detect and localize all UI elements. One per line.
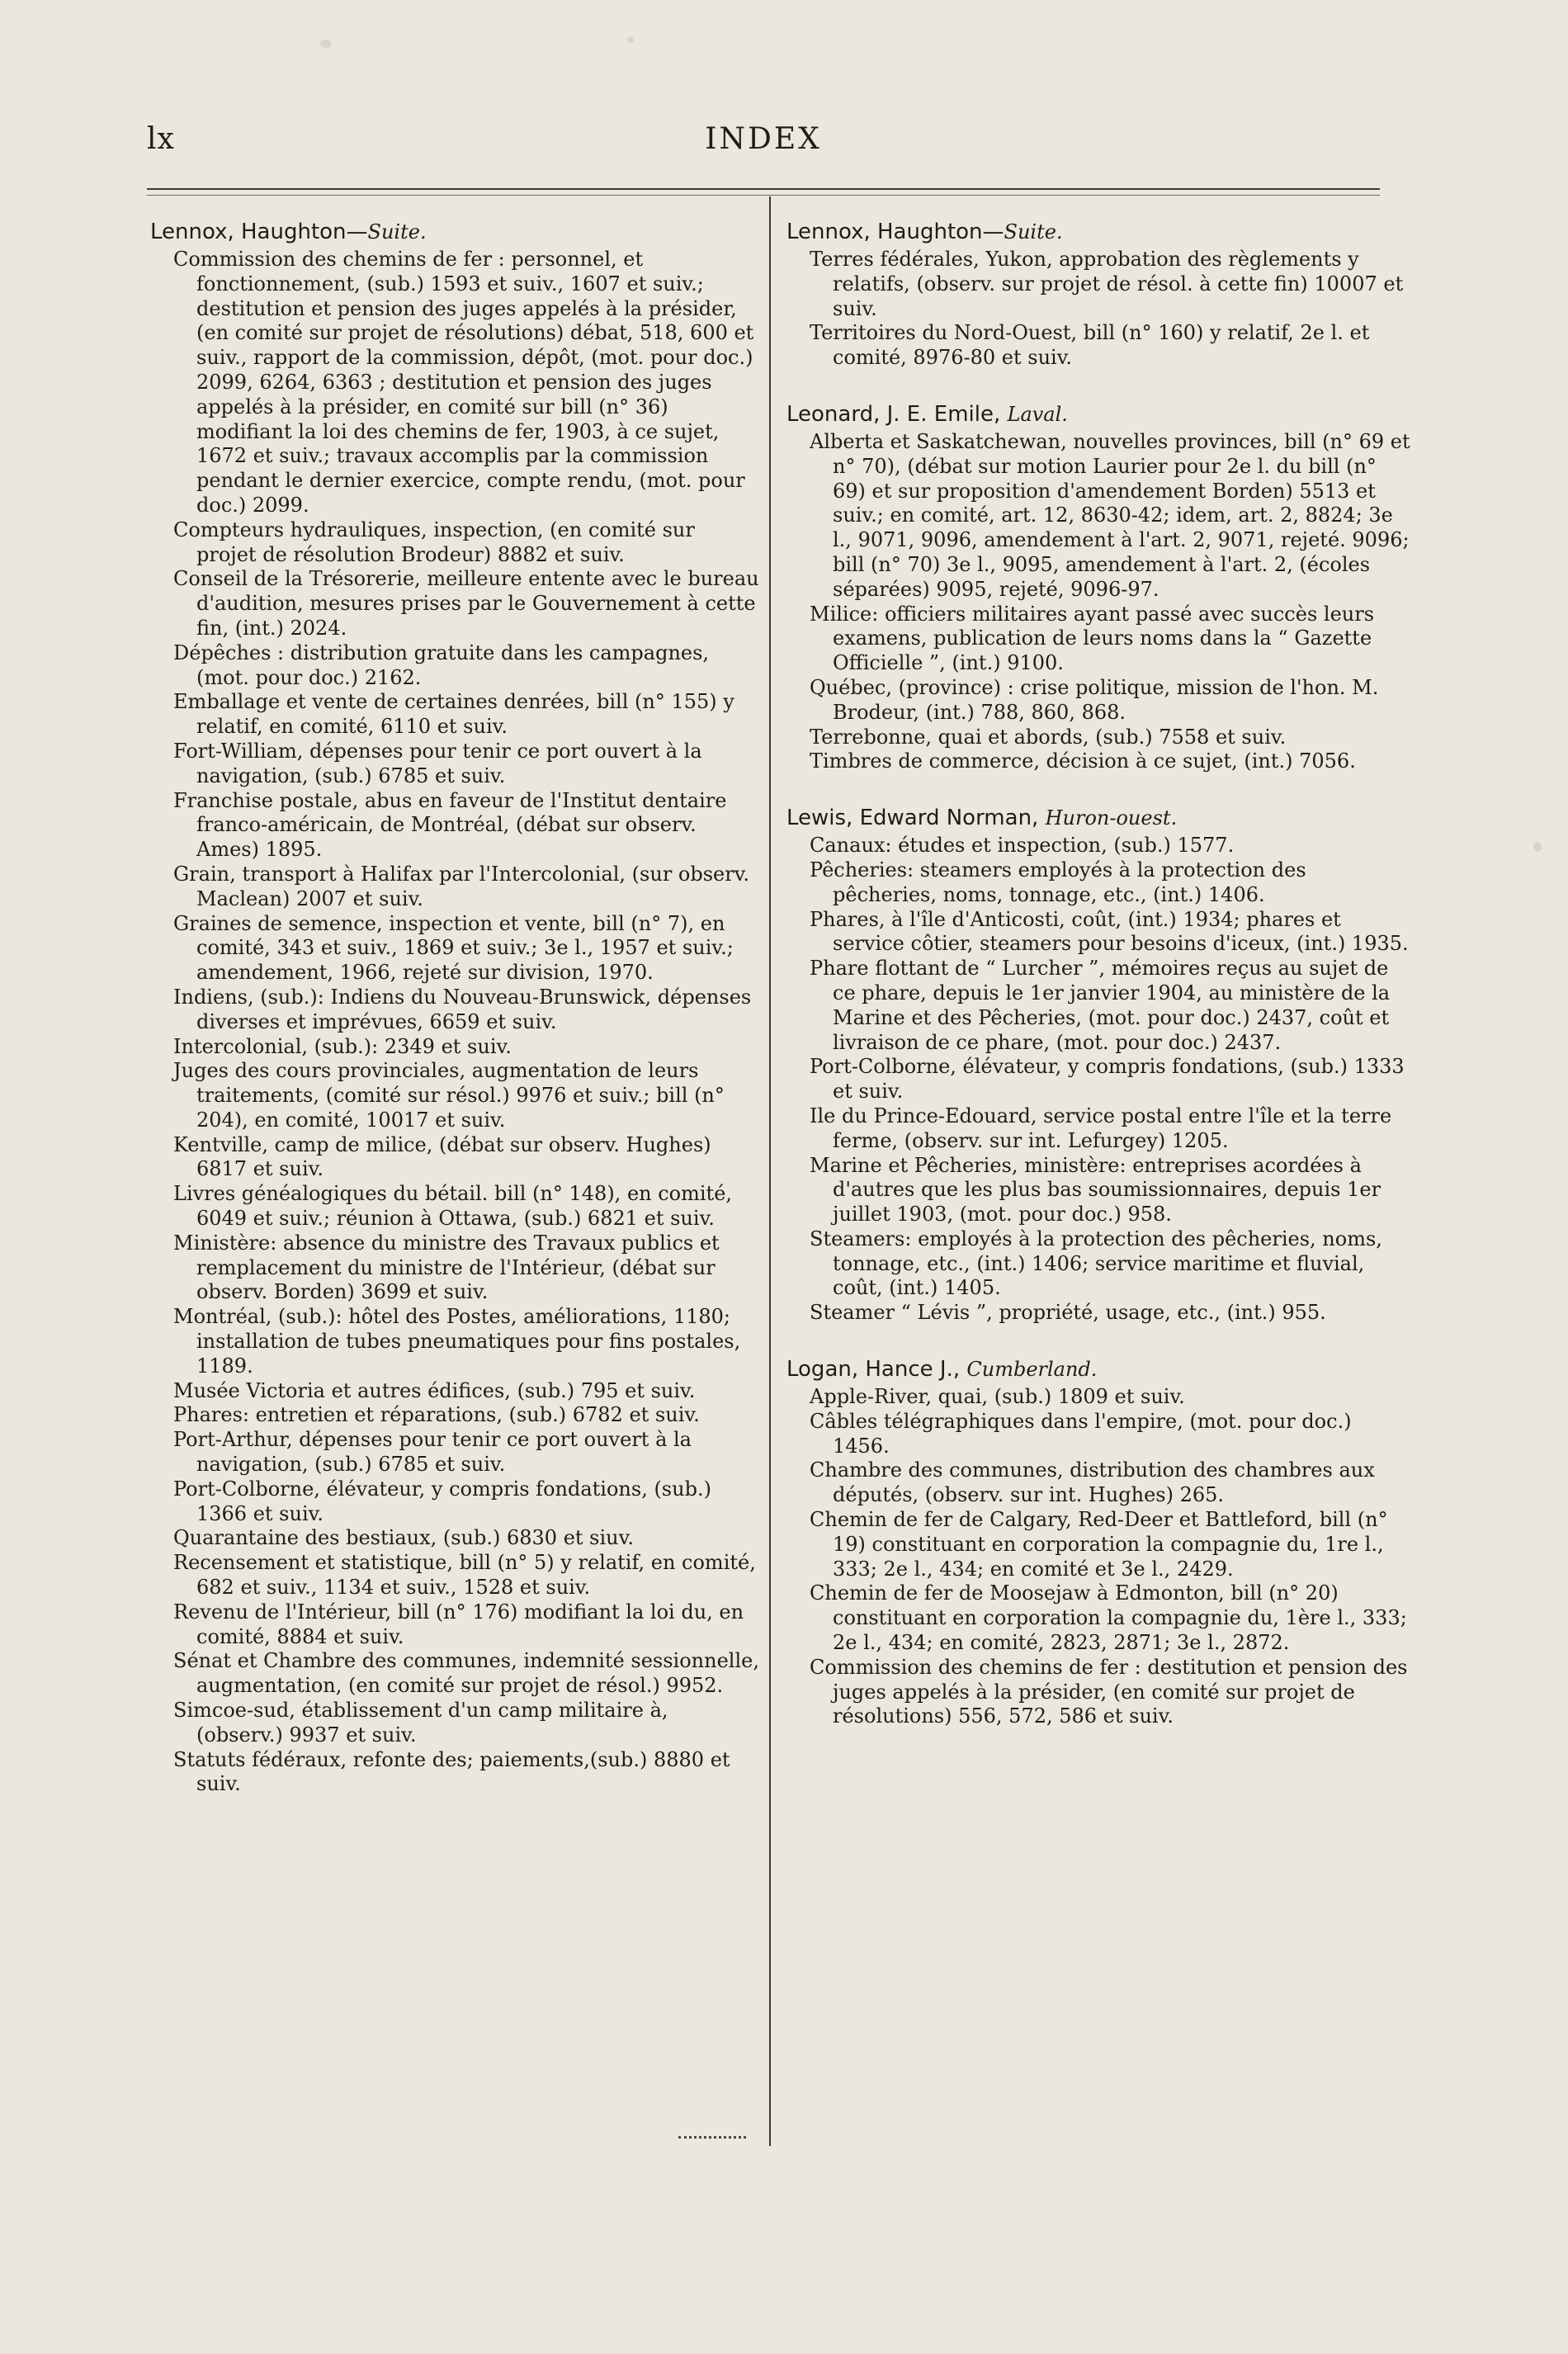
subject-item: Milice: officiers militaires ayant passé avec succès leurs examens, publication de leurs noms dans la “ Gazette Officielle ”, (int.) 9100. xyxy=(810,602,1375,675)
right-column xyxy=(786,216,1414,1757)
subject-item: Revenu de l'Intérieur, bill (n° 176) modifiant la loi du, en comité, 8884 et suiv. xyxy=(173,1600,744,1648)
subject-item: Montréal, (sub.): hôtel des Postes, améliorations, 1180; installation de tubes pneumatiques pour fins postales, 1189. xyxy=(173,1305,741,1378)
subject-item: Timbres de commerce, décision à ce sujet, (int.) 7056. xyxy=(810,749,1356,773)
header-rule xyxy=(147,188,1380,190)
subject-item: Alberta et Saskatchewan, nouvelles provinces, bill (n° 69 et n° 70), (débat sur motion Laurier pour 2e l. du bill (n° 69) et sur proposition d'amendement Borden) 5513 et suiv.; en comité, art. 12, 8630-42; idem, art. 2, 8824; 3e l., 9071, 9096, amendement à l'art. 2, 9071, rejeté. 9096; bill (n° 70) 3e l., 9095, amendement à l'art. 2, (écoles séparées) 9095, rejeté, 9096-97. xyxy=(810,429,1410,601)
name-separator xyxy=(1038,806,1045,830)
left-column xyxy=(150,216,761,1825)
paper-speck xyxy=(1533,842,1542,852)
paper-speck xyxy=(627,36,634,43)
entry-heading xyxy=(786,1354,1414,1385)
subject-item: Chemin de fer de Calgary, Red-Deer et Battleford, bill (n° 19) constituant en corporation la compagnie du, 1re l., 333; 2e l., 434; en comité et 3e l., 2429. xyxy=(810,1508,1388,1581)
entry-heading xyxy=(786,216,1414,248)
subject-item: Conseil de la Trésorerie, meilleure entente avec le bureau d'audition, mesures prises par le Gouvernement à cette fin, (int.) 2024. xyxy=(173,567,759,640)
index-entry xyxy=(786,399,1414,774)
subject-item: Ile du Prince-Edouard, service postal entre l'île et la terre ferme, (observ. sur int. Lefurgey) 1205. xyxy=(810,1104,1392,1152)
subject-item: Terres fédérales, Yukon, approbation des règlements y relatifs, (observ. sur projet de résol. à cette fin) 10007 et suiv. xyxy=(810,248,1404,320)
subject-item: Territoires du Nord-Ouest, bill (n° 160) y relatif, 2e l. et comité, 8976-80 et suiv. xyxy=(810,321,1370,370)
end-ornament xyxy=(678,2136,746,2145)
subject-item: Commission des chemins de fer : destitution et pension des juges appelés à la présider, (en comité sur projet de résolutions) 556, 572, 586 et suiv. xyxy=(810,1655,1408,1728)
subject-item: Québec, (province) : crise politique, mission de l'hon. M. Brodeur, (int.) 788, 860, 868. xyxy=(810,675,1379,724)
running-title: INDEX xyxy=(705,122,822,156)
member-riding: Suite. xyxy=(1004,220,1063,243)
subject-item: Recensement et statistique, bill (n° 5) y relatif, en comité, 682 et suiv., 1134 et suiv., 1528 et suiv. xyxy=(173,1551,756,1600)
page-number: lx xyxy=(147,122,175,156)
subject-item: Grain, transport à Halifax par l'Intercolonial, (sur observ. Maclean) 2007 et suiv. xyxy=(173,862,750,910)
subject-item: Simcoe-sud, établissement d'un camp militaire à, (observ.) 9937 et suiv. xyxy=(173,1699,668,1747)
member-name: Leonard, J. E. Emile, xyxy=(786,401,1001,427)
subject-item: Compteurs hydrauliques, inspection, (en comité sur projet de résolution Brodeur) 8882 et suiv. xyxy=(173,518,695,566)
name-separator xyxy=(1000,402,1007,427)
name-separator: — xyxy=(346,220,368,244)
subject-item: Commission des chemins de fer : personnel, et fonctionnement, (sub.) 1593 et suiv., 1607 et suiv.; destitution et pension des juges appelés à la présider, (en comité sur projet de résolutions) débat, 518, 600 et suiv., rapport de la commission, dépôt, (mot. pour doc.) 2099, 6264, 6363 ; destitution et pension des juges appelés à la présider, en comité sur bill (n° 36) modifiant la loi des chemins de fer, 1903, à ce sujet, 1672 et suiv.; travaux accomplis par la commission pendant le dernier exercice, compte rendu, (mot. pour doc.) 2099. xyxy=(173,248,754,517)
subject-item: Livres généalogiques du bétail. bill (n° 148), en comité, 6049 et suiv.; réunion à Ottawa, (sub.) 6821 et suiv. xyxy=(173,1182,733,1231)
subject-item: Franchise postale, abus en faveur de l'Institut dentaire franco-américain, de Montréal, (débat sur observ. Ames) 1895. xyxy=(173,788,727,862)
subject-item: Phares, à l'île d'Anticosti, coût, (int.) 1934; phares et service côtier, steamers pour besoins d'iceux, (int.) 1935. xyxy=(810,907,1409,956)
index-entry xyxy=(786,1354,1414,1729)
member-riding: Cumberland. xyxy=(966,1358,1098,1382)
subject-item: Canaux: études et inspection, (sub.) 1577. xyxy=(810,834,1235,858)
page-header xyxy=(147,122,1380,163)
subject-item: Chambre des communes, distribution des chambres aux députés, (observ. sur int. Hughes) 265. xyxy=(810,1458,1375,1507)
member-riding: Suite. xyxy=(367,220,427,243)
column-divider xyxy=(769,196,771,2146)
member-name: Lennox, Haughton xyxy=(150,220,347,244)
subject-item: Câbles télégraphiques dans l'empire, (mot. pour doc.) 1456. xyxy=(810,1409,1352,1458)
member-name: Lewis, Edward Norman, xyxy=(786,806,1039,831)
subject-item: Marine et Pêcheries, ministère: entreprises acordées à d'autres que les plus bas soumissionnaires, depuis 1er juillet 1903, (mot. pour doc.) 958. xyxy=(810,1153,1381,1227)
member-name: Logan, Hance J., xyxy=(786,1357,961,1383)
subject-item: Sénat et Chambre des communes, indemnité sessionnelle, augmentation, (en comité sur projet de résol.) 9952. xyxy=(173,1649,759,1698)
index-entry xyxy=(786,802,1414,1326)
subject-item: Pêcheries: steamers employés à la protection des pêcheries, noms, tonnage, etc., (int.) 1406. xyxy=(810,858,1306,906)
subject-item: Phares: entretien et réparations, (sub.) 6782 et suiv. xyxy=(173,1403,700,1427)
subject-item: Quarantaine des bestiaux, (sub.) 6830 et siuv. xyxy=(173,1526,634,1550)
subject-item: Dépêches : distribution gratuite dans les campagnes, (mot. pour doc.) 2162. xyxy=(173,640,710,689)
subject-item: Apple-River, quai, (sub.) 1809 et suiv. xyxy=(810,1385,1185,1409)
header-rule-thin xyxy=(147,195,1380,196)
subject-item: Graines de semence, inspection et vente, bill (n° 7), en comité, 343 et suiv., 1869 et suiv.; 3e l., 1957 et suiv.; amendement, 1966, rejeté sur division, 1970. xyxy=(173,911,734,985)
member-name: Lennox, Haughton xyxy=(786,220,983,244)
name-separator: — xyxy=(982,220,1004,244)
subject-item: Steamers: employés à la protection des pêcheries, noms, tonnage, etc., (int.) 1406; service maritime et fluvial, coût, (int.) 1405. xyxy=(810,1227,1382,1300)
subject-item: Steamer “ Lévis ”, propriété, usage, etc., (int.) 955. xyxy=(810,1301,1326,1325)
subject-item: Terrebonne, quai et abords, (sub.) 7558 et suiv. xyxy=(810,725,1287,749)
subject-item: Fort-William, dépenses pour tenir ce port ouvert à la navigation, (sub.) 6785 et suiv. xyxy=(173,739,702,787)
entry-heading xyxy=(786,802,1414,834)
entry-heading xyxy=(150,216,761,248)
subject-item: Emballage et vente de certaines denrées, bill (n° 155) y relatif, en comité, 6110 et suiv. xyxy=(173,690,734,739)
subject-item: Chemin de fer de Moosejaw à Edmonton, bill (n° 20) constituant en corporation la compagnie du, 1ère l., 333; 2e l., 434; en comité, 2823, 2871; 3e l., 2872. xyxy=(810,1581,1407,1655)
subject-item: Musée Victoria et autres édifices, (sub.) 795 et suiv. xyxy=(173,1378,696,1402)
subject-item: Port-Arthur, dépenses pour tenir ce port ouvert à la navigation, (sub.) 6785 et suiv. xyxy=(173,1428,692,1477)
member-riding: Laval. xyxy=(1007,402,1068,426)
subject-item: Phare flottant de “ Lurcher ”, mémoires reçus au sujet de ce phare, depuis le 1er janvier 1904, au ministère de la Marine et des Pêcheries, (mot. pour doc.) 2437, coût et livraison de ce phare, (mot. pour doc.) 2437. xyxy=(810,957,1391,1054)
index-entry xyxy=(786,216,1414,371)
subject-item: Juges des cours provinciales, augmentation de leurs traitements, (comité sur résol.) 9976 et suiv.; bill (n° 204), en comité, 10017 et suiv. xyxy=(173,1059,725,1132)
paper-speck xyxy=(320,40,332,48)
entry-heading xyxy=(786,399,1414,430)
index-entry xyxy=(150,216,761,1797)
member-riding: Huron-ouest. xyxy=(1045,806,1178,830)
subject-item: Kentville, camp de milice, (débat sur observ. Hughes) 6817 et suiv. xyxy=(173,1132,711,1181)
subject-item: Port-Colborne, élévateur, y compris fondations, (sub.) 1366 et suiv. xyxy=(173,1477,711,1525)
subject-item: Indiens, (sub.): Indiens du Nouveau-Brunswick, dépenses diverses et imprévues, 6659 et suiv. xyxy=(173,985,752,1033)
subject-item: Statuts fédéraux, refonte des; paiements,(sub.) 8880 et suiv. xyxy=(173,1747,730,1796)
subject-item: Intercolonial, (sub.): 2349 et suiv. xyxy=(173,1034,512,1058)
subject-item: Port-Colborne, élévateur, y compris fondations, (sub.) 1333 et suiv. xyxy=(810,1055,1405,1104)
subject-item: Ministère: absence du ministre des Travaux publics et remplacement du ministre de l'Intérieur, (débat sur observ. Borden) 3699 et suiv. xyxy=(173,1231,720,1304)
